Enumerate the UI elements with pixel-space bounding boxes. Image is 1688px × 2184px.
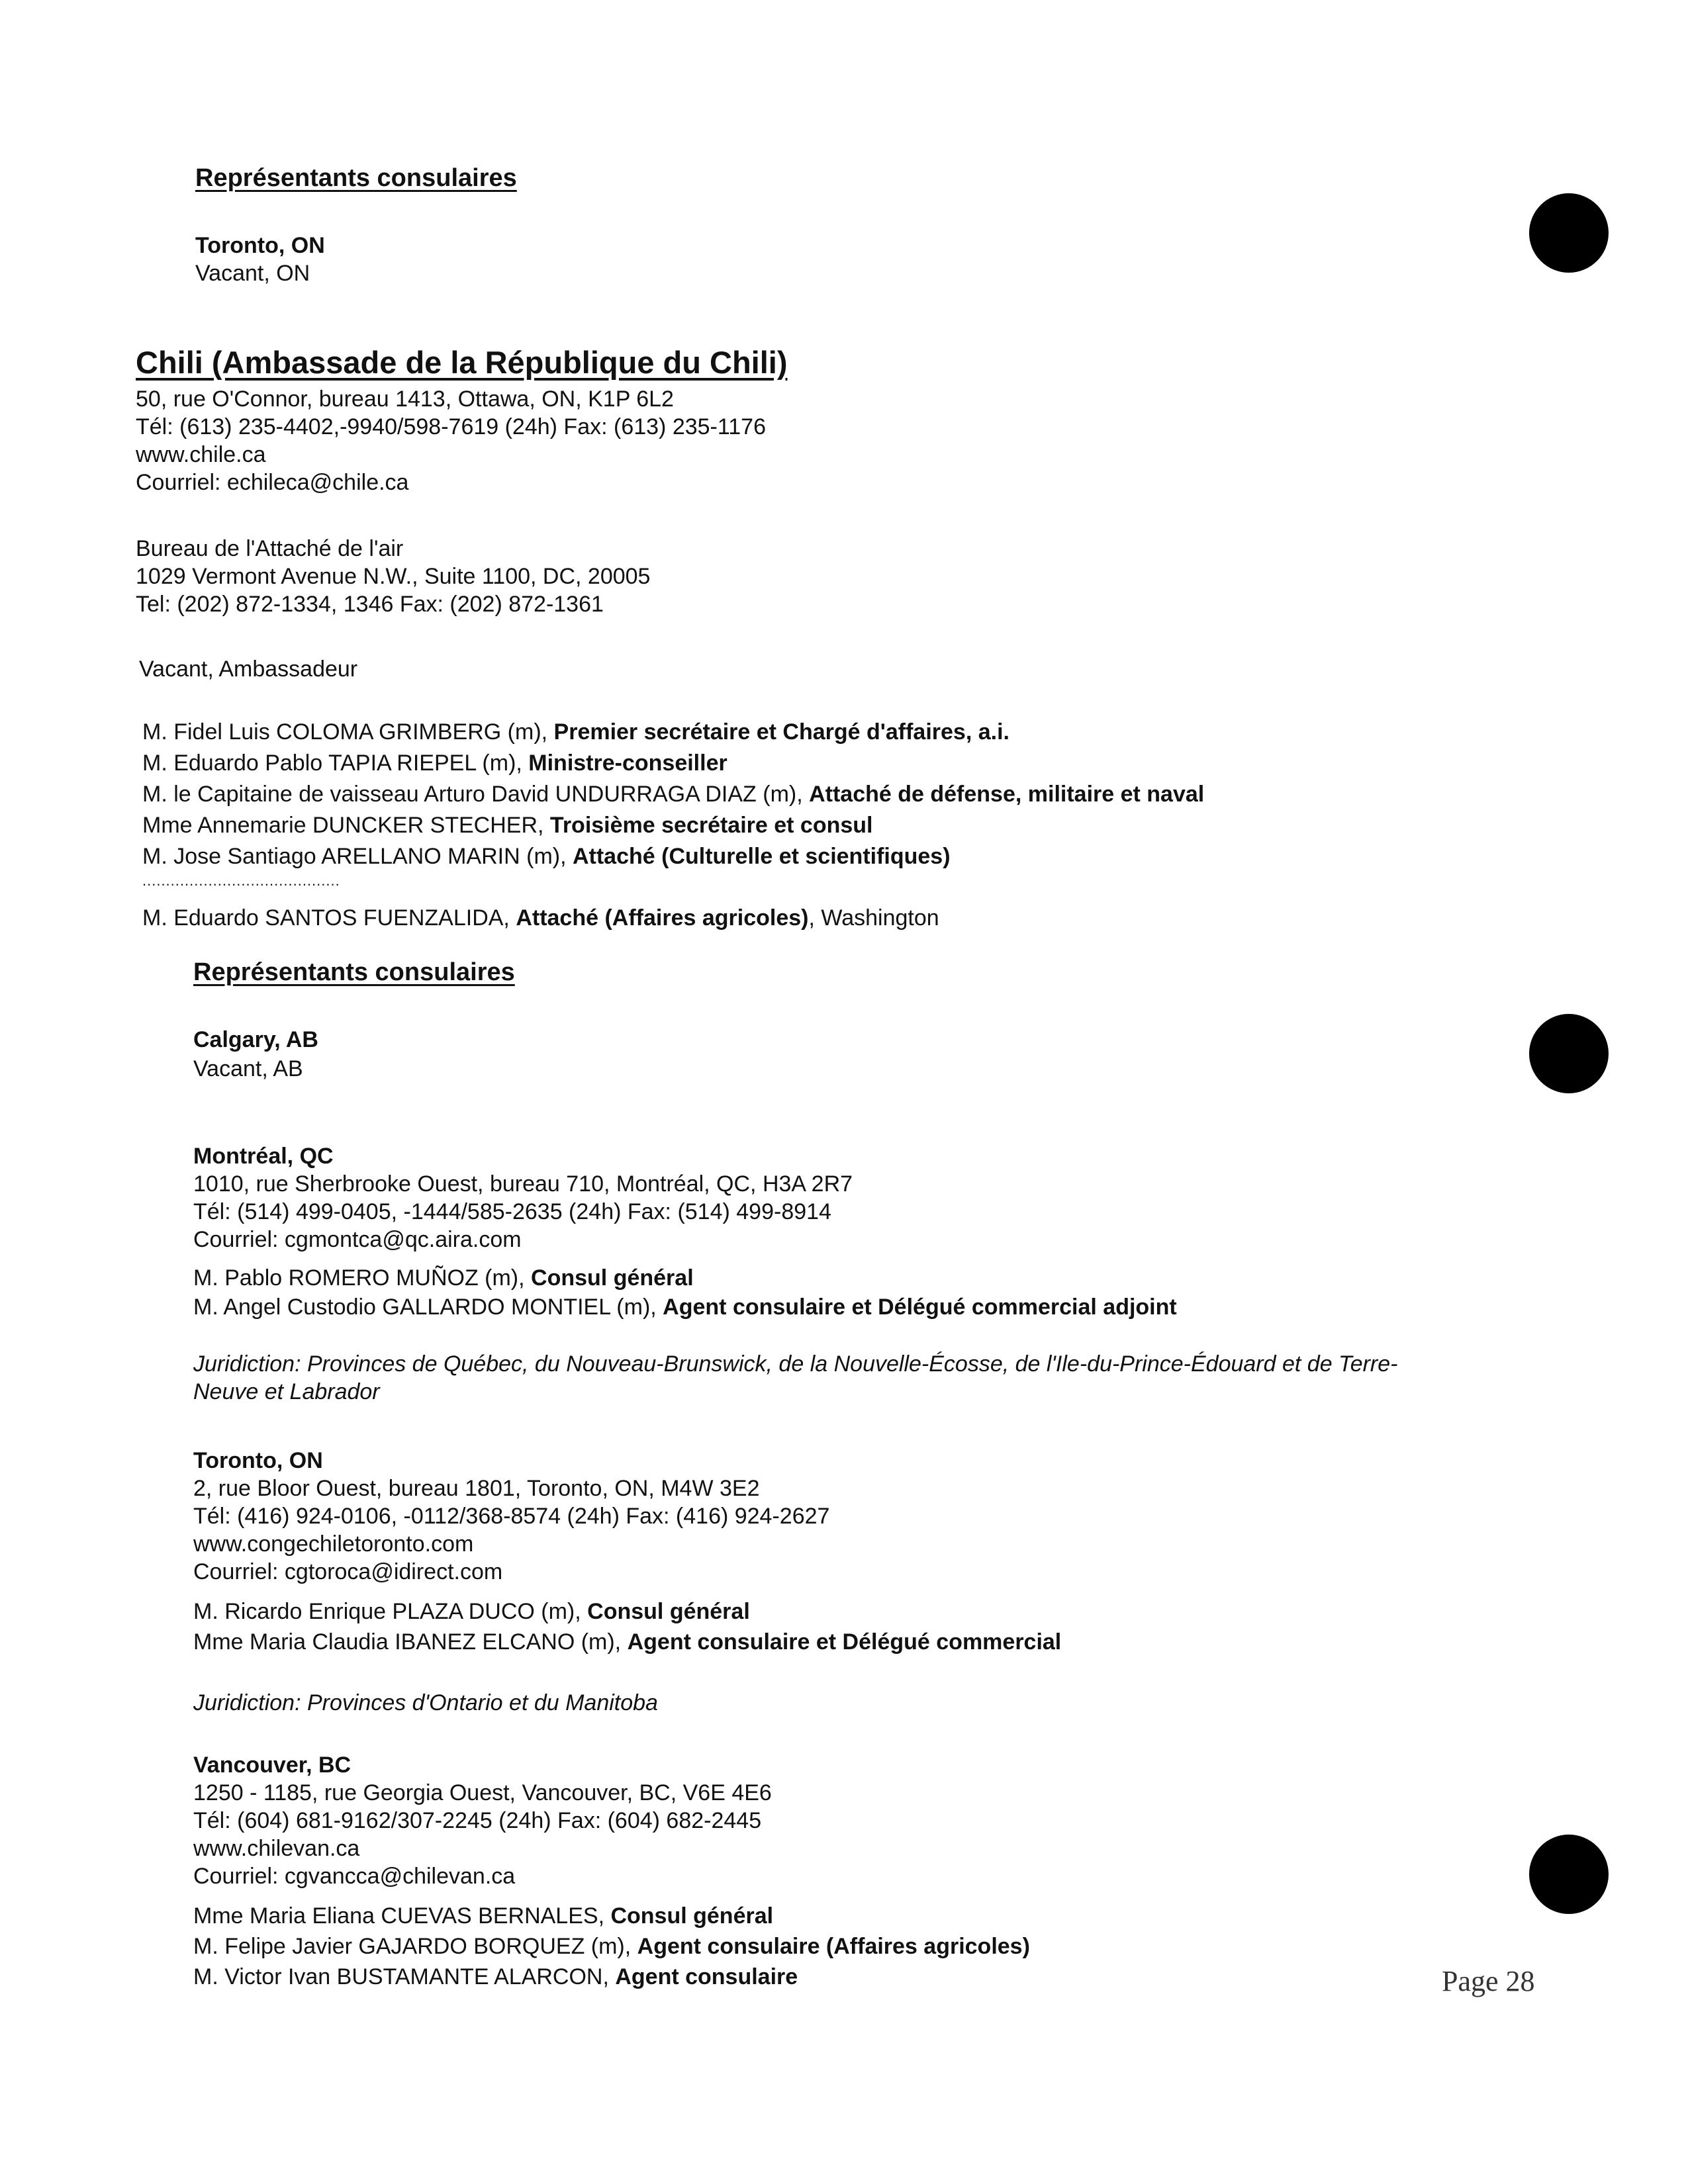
staff-name: M. Pablo ROMERO MUÑOZ (m), [193, 1265, 532, 1291]
staff-name: M. Fidel Luis COLOMA GRIMBERG (m), [142, 719, 554, 745]
staff-line [142, 904, 939, 932]
section-heading: Représentants consulaires [193, 958, 515, 986]
staff-name: M. le Capitaine de vaisseau Arturo David UNDURRAGA DIAZ (m), [142, 782, 810, 807]
air-office-address: 1029 Vermont Avenue N.W., Suite 1100, DC, 20005 [136, 564, 651, 589]
staff-title: Troisième secrétaire et consul [549, 813, 873, 838]
page-number: Page 28 [1442, 1965, 1535, 1997]
staff-title: Attaché (Affaires agricoles) [516, 905, 809, 931]
jurisdiction-note: Neuve et Labrador [193, 1379, 380, 1404]
staff-title: Attaché de défense, militaire et naval [809, 782, 1205, 807]
staff-name: Mme Maria Eliana CUEVAS BERNALES, [193, 1903, 611, 1929]
staff-title: Consul général [610, 1903, 774, 1929]
consulate-phone: Tél: (604) 681-9162/307-2245 (24h) Fax: (604) 682-2445 [193, 1808, 762, 1833]
punch-hole-top [1529, 193, 1609, 273]
city-status: Vacant, AB [193, 1056, 303, 1081]
staff-title: Ministre-conseiller [528, 751, 727, 776]
staff-name: M. Victor Ivan BUSTAMANTE ALARCON, [193, 1964, 616, 1989]
staff-location: , Washington [808, 905, 939, 931]
city-heading-montreal: Montréal, QC [193, 1144, 334, 1169]
city-heading-vancouver: Vancouver, BC [193, 1752, 352, 1778]
staff-title: Agent consulaire (Affaires agricoles) [637, 1934, 1030, 1959]
staff-line [193, 1902, 773, 1930]
section-heading: Représentants consulaires [195, 164, 517, 192]
consulate-phone: Tél: (416) 924-0106, -0112/368-8574 (24h) Fax: (416) 924-2627 [193, 1504, 830, 1529]
consulate-email: Courriel: cgvancca@chilevan.ca [193, 1864, 516, 1889]
staff-title: Agent consulaire [615, 1964, 798, 1989]
staff-line [142, 749, 727, 777]
consulate-address: 1010, rue Sherbrooke Ouest, bureau 710, Montréal, QC, H3A 2R7 [193, 1171, 853, 1197]
staff-title: Consul général [531, 1265, 694, 1291]
staff-line [193, 1293, 1177, 1321]
staff-line [142, 780, 1204, 808]
staff-line [142, 811, 873, 839]
consulate-phone: Tél: (514) 499-0405, -1444/585-2635 (24h) Fax: (514) 499-8914 [193, 1199, 831, 1224]
consulate-address: 1250 - 1185, rue Georgia Ouest, Vancouver, BC, V6E 4E6 [193, 1780, 772, 1805]
staff-name: M. Jose Santiago ARELLANO MARIN (m), [142, 844, 573, 869]
embassy-email: Courriel: echileca@chile.ca [136, 470, 409, 495]
consulate-website: www.chilevan.ca [193, 1836, 360, 1861]
staff-line [142, 718, 1009, 746]
staff-title: Agent consulaire et Délégué commercial adjoint [663, 1295, 1177, 1320]
consulate-address: 2, rue Bloor Ouest, bureau 1801, Toronto, ON, M4W 3E2 [193, 1476, 760, 1501]
city-status: Vacant, ON [195, 261, 310, 286]
staff-line [142, 842, 951, 870]
embassy-title: Chili (Ambassade de la République du Chili) [136, 345, 788, 380]
staff-title: Attaché (Culturelle et scientifiques) [572, 844, 951, 869]
staff-title: Premier secrétaire et Chargé d'affaires, a.i. [553, 719, 1009, 745]
consulate-website: www.congechiletoronto.com [193, 1531, 474, 1557]
staff-name: M. Angel Custodio GALLARDO MONTIEL (m), [193, 1295, 663, 1320]
staff-name: M. Ricardo Enrique PLAZA DUCO (m), [193, 1599, 588, 1624]
consulate-email: Courriel: cgmontca@qc.aira.com [193, 1227, 522, 1252]
city-heading-toronto: Toronto, ON [195, 233, 325, 258]
consulate-email: Courriel: cgtoroca@idirect.com [193, 1559, 503, 1584]
staff-name: M. Felipe Javier GAJARDO BORQUEZ (m), [193, 1934, 637, 1959]
staff-name: M. Eduardo SANTOS FUENZALIDA, [142, 905, 516, 931]
staff-title: Consul général [587, 1599, 750, 1624]
punch-hole-middle [1529, 1014, 1609, 1093]
staff-line [193, 1628, 1061, 1656]
embassy-phone: Tél: (613) 235-4402,-9940/598-7619 (24h) Fax: (613) 235-1176 [136, 414, 766, 439]
punch-hole-bottom [1529, 1835, 1609, 1914]
embassy-website: www.chile.ca [136, 442, 266, 467]
staff-title: Agent consulaire et Délégué commercial [627, 1629, 1062, 1655]
staff-line [193, 1598, 750, 1625]
jurisdiction-note: Juridiction: Provinces d'Ontario et du Manitoba [193, 1690, 658, 1715]
staff-line [193, 1963, 798, 1991]
ambassador-line: Vacant, Ambassadeur [139, 657, 358, 682]
staff-name: Mme Annemarie DUNCKER STECHER, [142, 813, 550, 838]
staff-line [193, 1933, 1030, 1960]
staff-name: M. Eduardo Pablo TAPIA RIEPEL (m), [142, 751, 529, 776]
jurisdiction-note: Juridiction: Provinces de Québec, du Nouveau-Brunswick, de la Nouvelle-Écosse, de l'Ile-du-Prince-Édouard et de Terre- [193, 1351, 1398, 1377]
embassy-address: 50, rue O'Connor, bureau 1413, Ottawa, ON, K1P 6L2 [136, 387, 674, 412]
dotted-separator: .......................................... [142, 872, 340, 889]
city-heading-toronto: Toronto, ON [193, 1448, 323, 1473]
air-office-title: Bureau de l'Attaché de l'air [136, 536, 404, 561]
city-heading-calgary: Calgary, AB [193, 1027, 318, 1052]
staff-line [193, 1264, 694, 1292]
air-office-phone: Tel: (202) 872-1334, 1346 Fax: (202) 872-1361 [136, 592, 604, 617]
staff-name: Mme Maria Claudia IBANEZ ELCANO (m), [193, 1629, 628, 1655]
